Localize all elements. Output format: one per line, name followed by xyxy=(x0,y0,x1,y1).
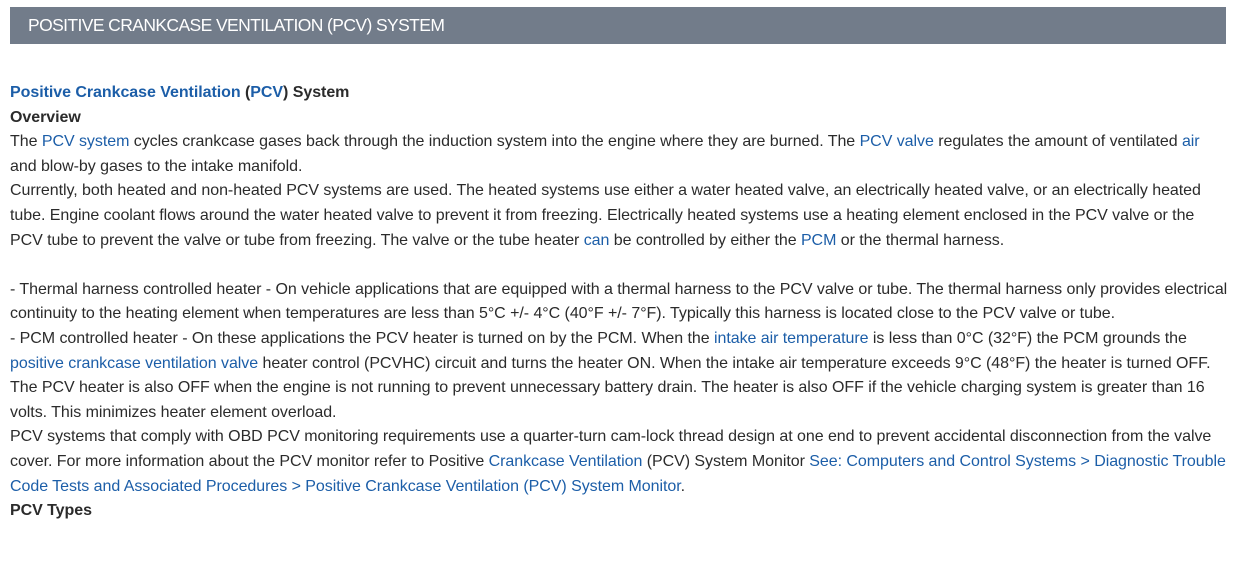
paragraph-thermal-harness: - Thermal harness controlled heater - On vehicle applications that are equipped with a thermal harness to the PCV valve or tube. The thermal harness only provides electrical continuity to the heating element when temperatures are less than 5°C +/- 4°C (40°F +/- 7°F). Typically this harness is located close to the PCV valve or tube. xyxy=(10,280,1228,323)
overview-label: Overview xyxy=(10,108,81,126)
paragraph-spacer xyxy=(10,253,1228,278)
link-pcv-valve[interactable]: PCV valve xyxy=(859,133,934,151)
section-header-title: POSITIVE CRANKCASE VENTILATION (PCV) SYSTEM xyxy=(28,15,445,35)
link-pcm[interactable]: PCM xyxy=(800,231,837,249)
paragraph-heated-systems: Currently, both heated and non-heated PCV systems are used. The heated systems use either a water heated valve, an electrically heated valve, or an electrically heated tube. Engine coolant flows around the water heated valve to prevent it from freezing. Electrically heated systems use a heating element enclosed in the PCV valve or the PCV tube to prevent the valve or tube from freezing. The valve or the tube heater can be controlled by either the PCM or the thermal harness. xyxy=(10,182,1201,249)
paragraph-intro: The PCV system cycles crankcase gases back through the induction system into the engine where they are burned. The PCV valve regulates the amount of ventilated air and blow-by gases to the intake manifold. xyxy=(10,133,1200,175)
title-link-pcv[interactable]: PCV xyxy=(250,84,284,101)
next-heading-pcv-types: PCV Types xyxy=(10,502,92,520)
section-title: Positive Crankcase Ventilation (PCV) System xyxy=(10,84,350,101)
article-content xyxy=(10,81,1228,520)
paragraph-pcm-heater: - PCM controlled heater - On these applications the PCV heater is turned on by the PCM. When the intake air temperature is less than 0°C (32°F) the PCM grounds the positive crankcase ventilation valve heater control (PCVHC) circuit and turns the heater ON. When the intake air temperature exceeds 9°C (48°F) the heater is turned OFF. The PCV heater is also OFF when the engine is not running to prevent unnecessary battery drain. The heater is also OFF if the vehicle charging system is greater than 16 volts. This minimizes heater element overload. xyxy=(10,329,1211,421)
link-can[interactable]: can xyxy=(583,231,610,249)
link-pcv-system[interactable]: PCV system xyxy=(41,133,130,151)
link-crankcase-ventilation[interactable]: Crankcase Ventilation xyxy=(488,452,643,470)
link-pcv-valve-full[interactable]: positive crankcase ventilation valve xyxy=(10,354,259,372)
next-heading-clip xyxy=(10,499,1228,520)
link-see-pcv-system-monitor[interactable]: See: Computers and Control Systems > Diagnostic Trouble Code Tests and Associated Procedures > Positive Crankcase Ventilation (PCV) System Monitor xyxy=(10,452,1226,495)
paragraph-obd-monitoring: PCV systems that comply with OBD PCV monitoring requirements use a quarter-turn cam-lock thread design at one end to prevent accidental disconnection from the valve cover. For more information about the PCV monitor refer to Positive Crankcase Ventilation (PCV) System Monitor See: Computers and Control Systems > Diagnostic Trouble Code Tests and Associated Procedures > Positive Crankcase Ventilation (PCV) System Monitor. xyxy=(10,428,1226,495)
link-air[interactable]: air xyxy=(1181,133,1200,151)
section-header-bar xyxy=(10,7,1226,44)
title-link-pcv-full[interactable]: Positive Crankcase Ventilation xyxy=(10,84,241,101)
link-intake-air-temperature[interactable]: intake air temperature xyxy=(713,329,869,347)
